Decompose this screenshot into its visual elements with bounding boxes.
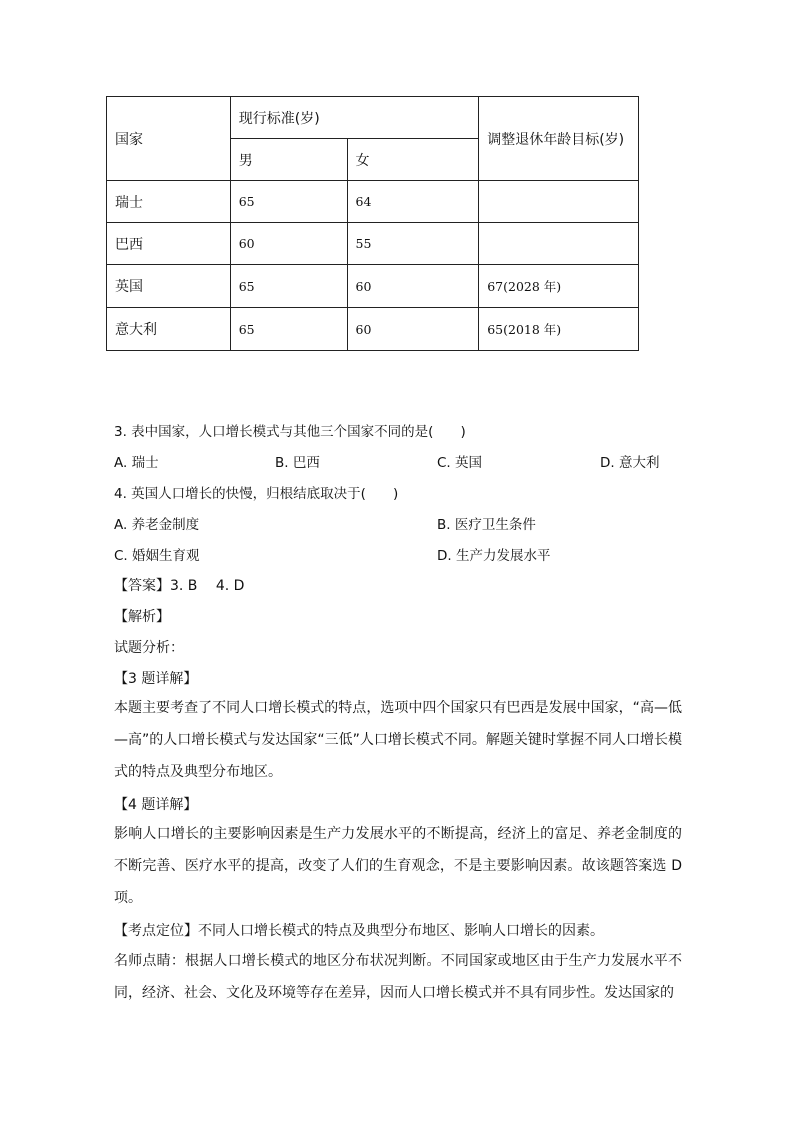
q4-option-d: D. 生产力发展水平 — [437, 548, 551, 564]
header-country: 国家 — [107, 97, 231, 181]
detail-4-title: 【4 题详解】 — [114, 797, 198, 813]
cell-country: 瑞士 — [107, 181, 231, 223]
q4-option-b: B. 医疗卫生条件 — [437, 517, 536, 533]
table-row — [107, 181, 639, 223]
header-target: 调整退休年龄目标(岁) — [479, 97, 639, 181]
cell-male: 65 — [230, 265, 347, 308]
table-row — [107, 223, 639, 265]
detail-3-title: 【3 题详解】 — [114, 671, 198, 687]
cell-female: 60 — [347, 308, 479, 351]
q3-option-b: B. 巴西 — [275, 455, 320, 471]
cell-country: 英国 — [107, 265, 231, 308]
q4-option-c: C. 婚姻生育观 — [114, 548, 200, 564]
cell-target — [479, 223, 639, 265]
answer-line: 【答案】3. B 4. D — [114, 578, 245, 594]
cell-male: 65 — [230, 181, 347, 223]
q3-stem: 3. 表中国家，人口增长模式与其他三个国家不同的是( ) — [114, 424, 466, 440]
cell-female: 60 — [347, 265, 479, 308]
cell-country: 巴西 — [107, 223, 231, 265]
analysis-title: 【解析】 — [114, 609, 170, 625]
cell-female: 64 — [347, 181, 479, 223]
q3-option-c: C. 英国 — [437, 455, 483, 471]
cell-male: 60 — [230, 223, 347, 265]
header-male: 男 — [230, 139, 347, 181]
header-female: 女 — [347, 139, 479, 181]
q4-option-a: A. 养老金制度 — [114, 517, 200, 533]
cell-target: 65(2018 年) — [479, 308, 639, 351]
header-current-standard: 现行标准(岁) — [230, 97, 478, 139]
q3-option-d: D. 意大利 — [600, 455, 660, 471]
cell-female: 55 — [347, 223, 479, 265]
q3-option-a: A. 瑞士 — [114, 455, 159, 471]
cell-target — [479, 181, 639, 223]
analysis-intro: 试题分析： — [114, 640, 184, 656]
kaodian-line: 【考点定位】不同人口增长模式的特点及典型分布地区、影响人口增长的因素。 — [114, 923, 604, 939]
cell-target: 67(2028 年) — [479, 265, 639, 308]
detail-3-text: 本题主要考查了不同人口增长模式的特点，选项中四个国家只有巴西是发展中国家，“高—低—高”的人口增长模式与发达国家“三低”人口增长模式不同。解题关键时掌握不同人口增长模式的特点及典型分布地区。 — [114, 700, 682, 780]
table-row — [107, 308, 639, 351]
retirement-age-table — [106, 96, 639, 351]
q4-stem: 4. 英国人口增长的快慢，归根结底取决于( ) — [114, 486, 399, 502]
cell-male: 65 — [230, 308, 347, 351]
cell-country: 意大利 — [107, 308, 231, 351]
detail-4-text: 影响人口增长的主要影响因素是生产力发展水平的不断提高，经济上的富足、养老金制度的不断完善、医疗水平的提高，改变了人们的生育观念，不是主要影响因素。故该题答案选 D 项。 — [114, 826, 682, 906]
mingshi-text: 名师点睛：根据人口增长模式的地区分布状况判断。不同国家或地区由于生产力发展水平不同，经济、社会、文化及环境等存在差异，因而人口增长模式并不具有同步性。发达国家的 — [114, 953, 682, 1001]
table-row — [107, 265, 639, 308]
